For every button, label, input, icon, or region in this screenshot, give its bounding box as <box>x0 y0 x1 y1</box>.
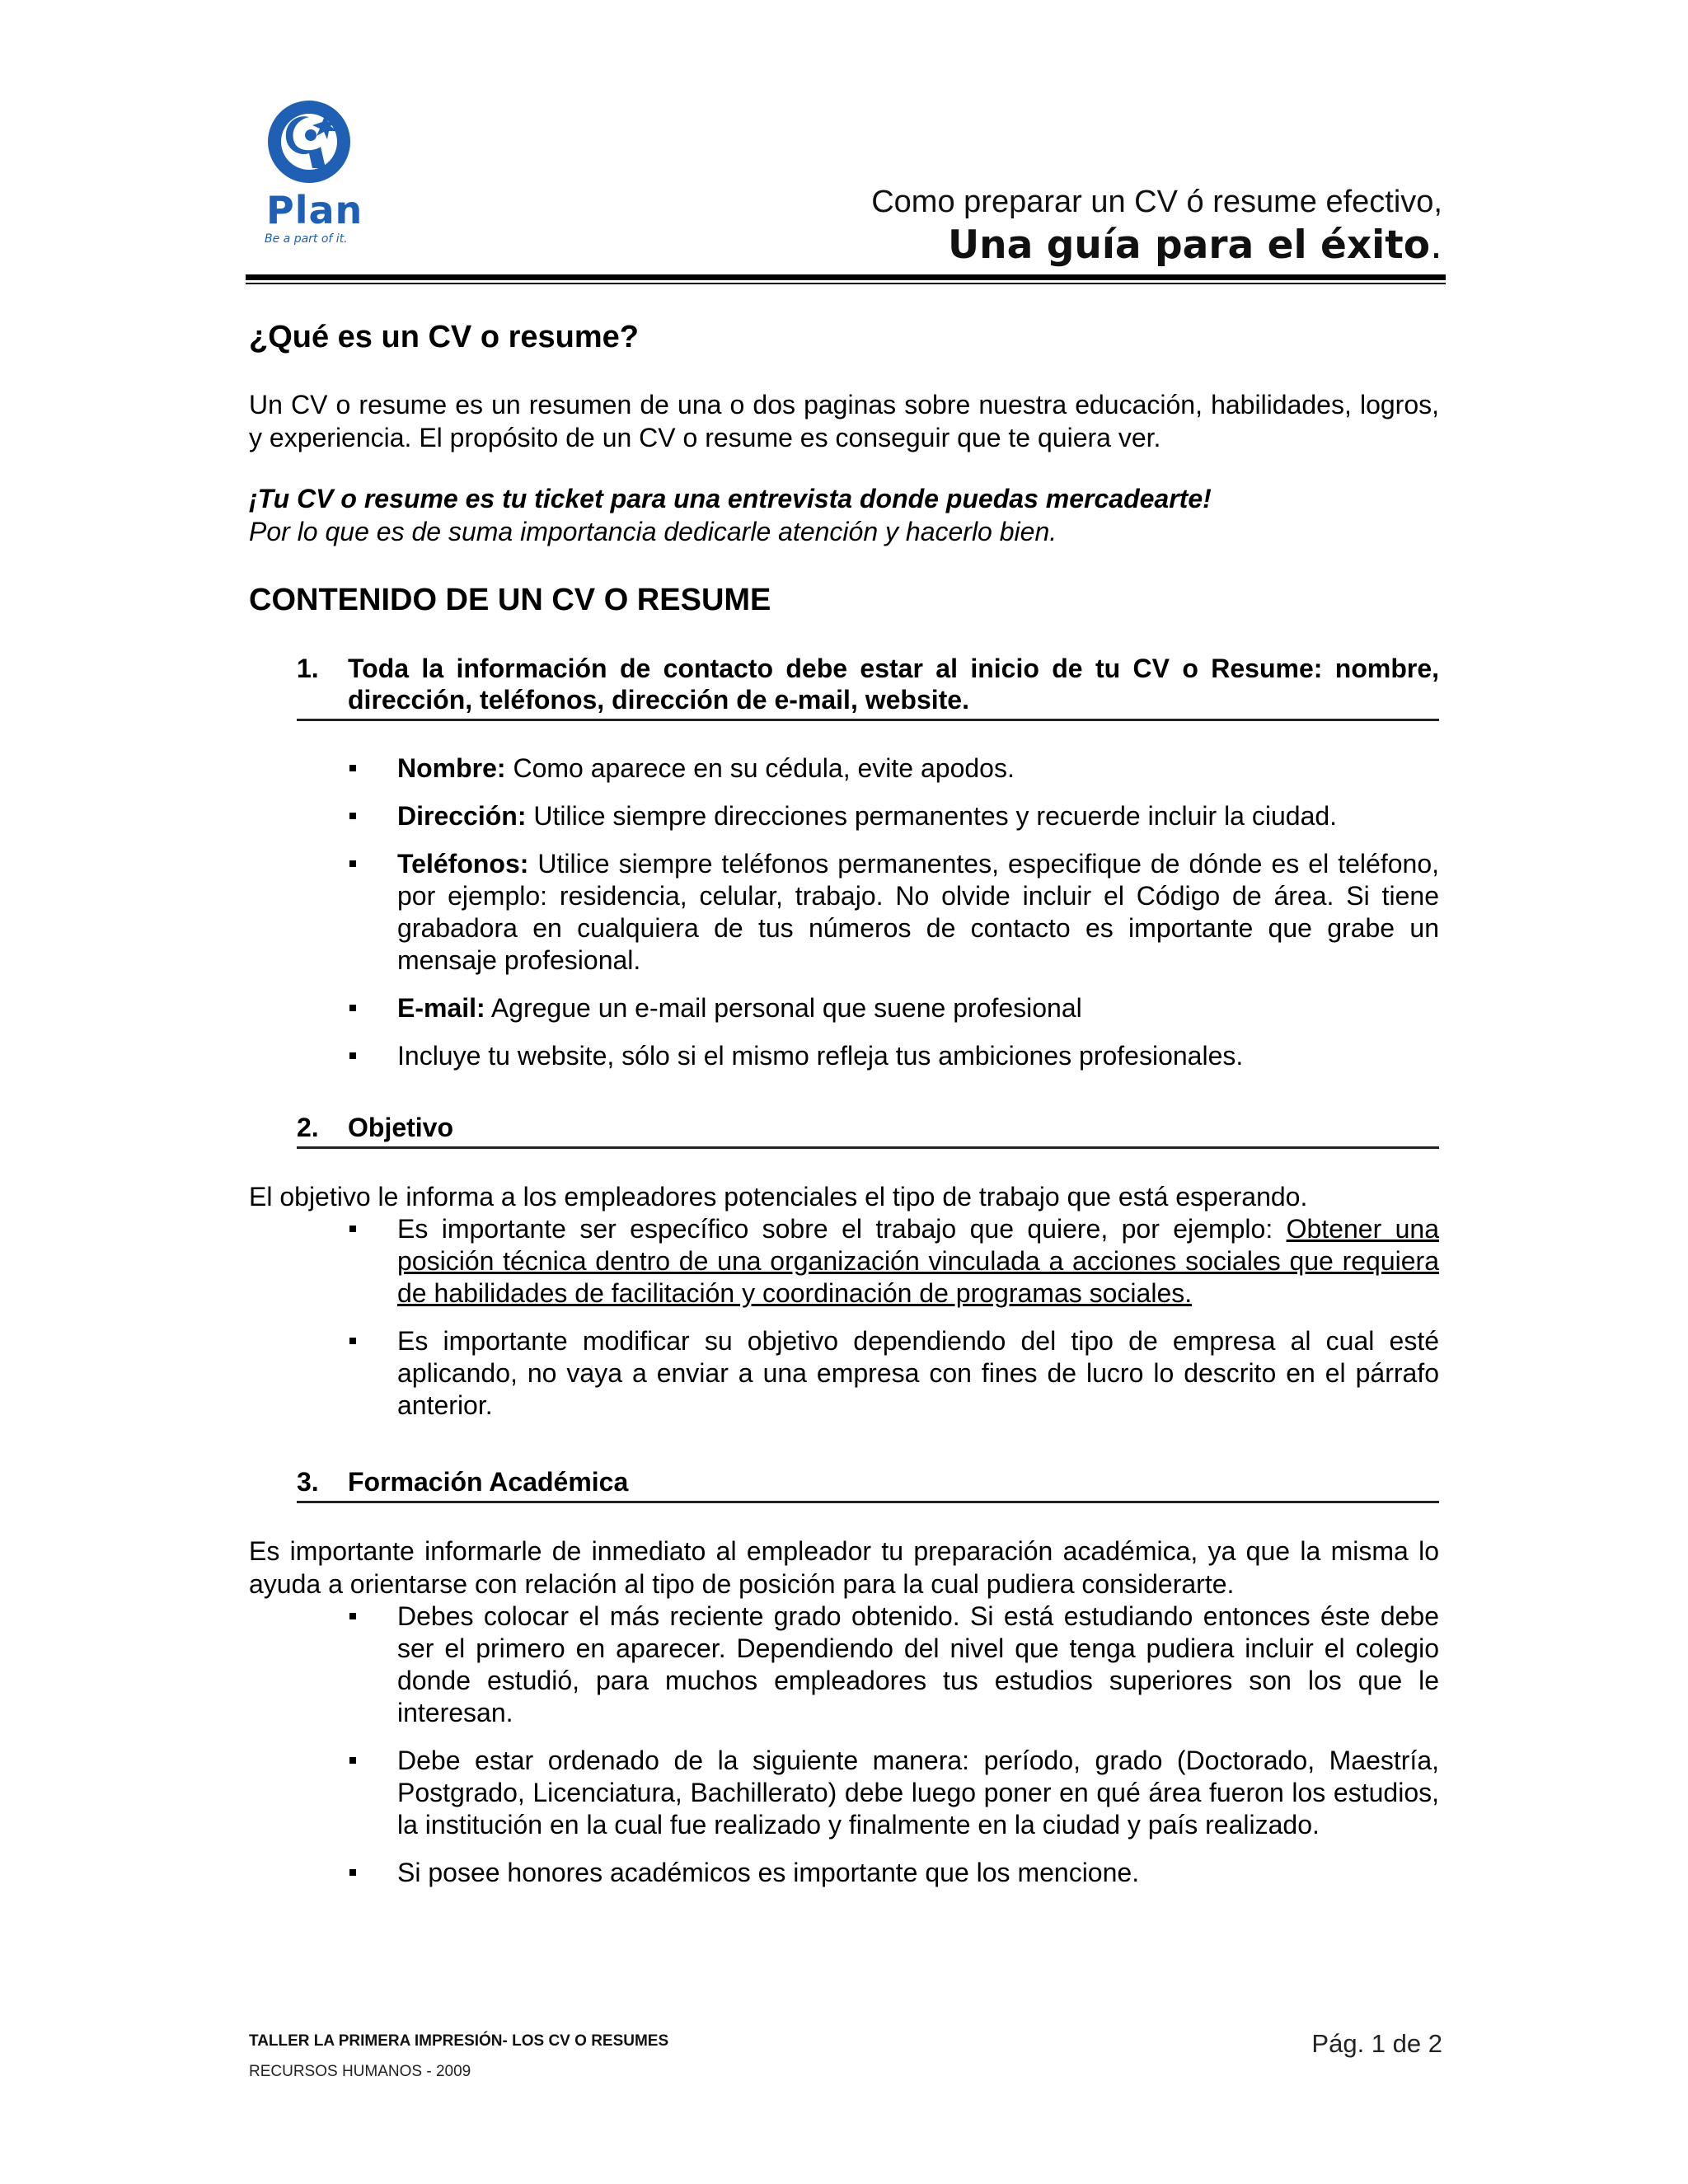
section-3-intro: Es importante informarle de inmediato al empleador tu preparación académica, ya que la misma lo ayuda a orientarse con relación al tipo de posición para la cual pudiera considerarte. <box>249 1536 1439 1599</box>
item-text: Incluye tu website, sólo si el mismo refleja tus ambiciones profesionales. <box>397 1041 1244 1071</box>
section-3-title: Formación Académica <box>348 1467 629 1497</box>
list-item <box>348 1601 1439 1729</box>
section-3-heading <box>297 1466 1439 1503</box>
section-2-list <box>249 1213 1439 1422</box>
header-rule-thin <box>246 283 1446 284</box>
footer-department: RECURSOS HUMANOS - 2009 <box>249 2063 471 2080</box>
logo-tagline: Be a part of it. <box>265 232 348 246</box>
item-text: Agregue un e-mail personal que suene profesional <box>485 993 1082 1023</box>
intro-slogan-sub: Por lo que es de suma importancia dedicarle atención y hacerlo bien. <box>249 517 1057 546</box>
plan-logo <box>251 99 367 255</box>
contents-heading: CONTENIDO DE UN CV O RESUME <box>249 583 771 617</box>
item-label: E-mail: <box>397 993 485 1023</box>
objective-example: Obtener una posición técnica dentro de una organización vinculada a acciones sociales que requiera de habilidades de facilitación y coordinación de programas sociales. <box>397 1214 1439 1308</box>
item-text: Utilice siempre teléfonos permanentes, especifique de dónde es el teléfono, por ejemplo: residencia, celular, trabajo. No olvide incluir el Código de área. Si tiene grabadora en cualquiera de tus números de contacto es importante que grabe un mensaje profesional. <box>397 849 1439 975</box>
intro-heading: ¿Qué es un CV o resume? <box>249 320 639 354</box>
item-text: Utilice siempre direcciones permanentes y recuerde incluir la ciudad. <box>526 801 1338 831</box>
footer-workshop-title: TALLER LA PRIMERA IMPRESIÓN- LOS CV O RESUMES <box>249 2032 669 2050</box>
section-1-title: Toda la información de contacto debe estar al inicio de tu CV o Resume: nombre, dirección, teléfonos, dirección de e-mail, website. <box>348 654 1439 715</box>
section-2-number: 2. <box>297 1113 319 1142</box>
item-text: Si posee honores académicos es importante que los mencione. <box>397 1858 1140 1887</box>
list-item <box>348 1857 1439 1889</box>
page-number: Pág. 1 de 2 <box>1311 2029 1442 2058</box>
header-title-period: . <box>1430 223 1442 268</box>
list-item <box>348 992 1439 1024</box>
intro-slogan: ¡Tu CV o resume es tu ticket para una entrevista donde puedas mercadearte! <box>249 484 1212 513</box>
header-title <box>948 223 1442 268</box>
item-text: Es importante ser específico sobre el trabajo que quiere, por ejemplo: <box>397 1214 1287 1244</box>
section-2-title: Objetivo <box>348 1113 454 1142</box>
section-3-number: 3. <box>297 1467 319 1497</box>
header-title-text: Una guía para el éxito <box>948 223 1431 268</box>
list-item <box>348 848 1439 977</box>
section-1-number: 1. <box>297 654 319 683</box>
item-label: Nombre: <box>397 753 506 783</box>
list-item <box>348 1325 1439 1422</box>
section-1-list <box>249 752 1439 1072</box>
main-content <box>249 313 1439 1905</box>
section-2-intro: El objetivo le informa a los empleadores potenciales el tipo de trabajo que está esperando. <box>249 1182 1308 1212</box>
logo-brand: Plan <box>266 188 363 232</box>
list-item <box>348 1745 1439 1841</box>
list-item <box>348 800 1439 832</box>
list-item <box>348 752 1439 785</box>
item-label: Dirección: <box>397 801 527 831</box>
item-label: Teléfonos: <box>397 849 529 879</box>
header-subtitle: Como preparar un CV ó resume efectivo, <box>871 185 1442 219</box>
header-rule-thick <box>246 274 1446 280</box>
section-1-heading <box>297 653 1439 721</box>
item-text: Debes colocar el más reciente grado obtenido. Si está estudiando entonces éste debe ser el primero en aparecer. Dependiendo del nivel que tenga pudiera incluir el colegio donde estudió, para muchos empleadores tus estudios superiores son los que le interesan. <box>397 1601 1439 1727</box>
intro-paragraph: Un CV o resume es un resumen de una o dos paginas sobre nuestra educación, habilidades, logros, y experiencia. El propósito de un CV o resume es conseguir que te quiera ver. <box>249 390 1439 452</box>
item-text: Debe estar ordenado de la siguiente manera: período, grado (Doctorado, Maestría, Postgrado, Licenciatura, Bachillerato) debe luego poner en qué área fueron los estudios, la institución en la cual fue realizado y finalmente en la ciudad y país realizado. <box>397 1746 1439 1840</box>
plan-logo-icon <box>251 99 367 190</box>
section-3-list <box>249 1601 1439 1889</box>
item-text: Es importante modificar su objetivo dependiendo del tipo de empresa al cual esté aplicando, no vaya a enviar a una empresa con fines de lucro lo descrito en el párrafo anterior. <box>397 1326 1439 1420</box>
section-2-heading <box>297 1112 1439 1149</box>
list-item <box>348 1040 1439 1072</box>
list-item <box>348 1213 1439 1310</box>
item-text: Como aparece en su cédula, evite apodos. <box>505 753 1015 783</box>
